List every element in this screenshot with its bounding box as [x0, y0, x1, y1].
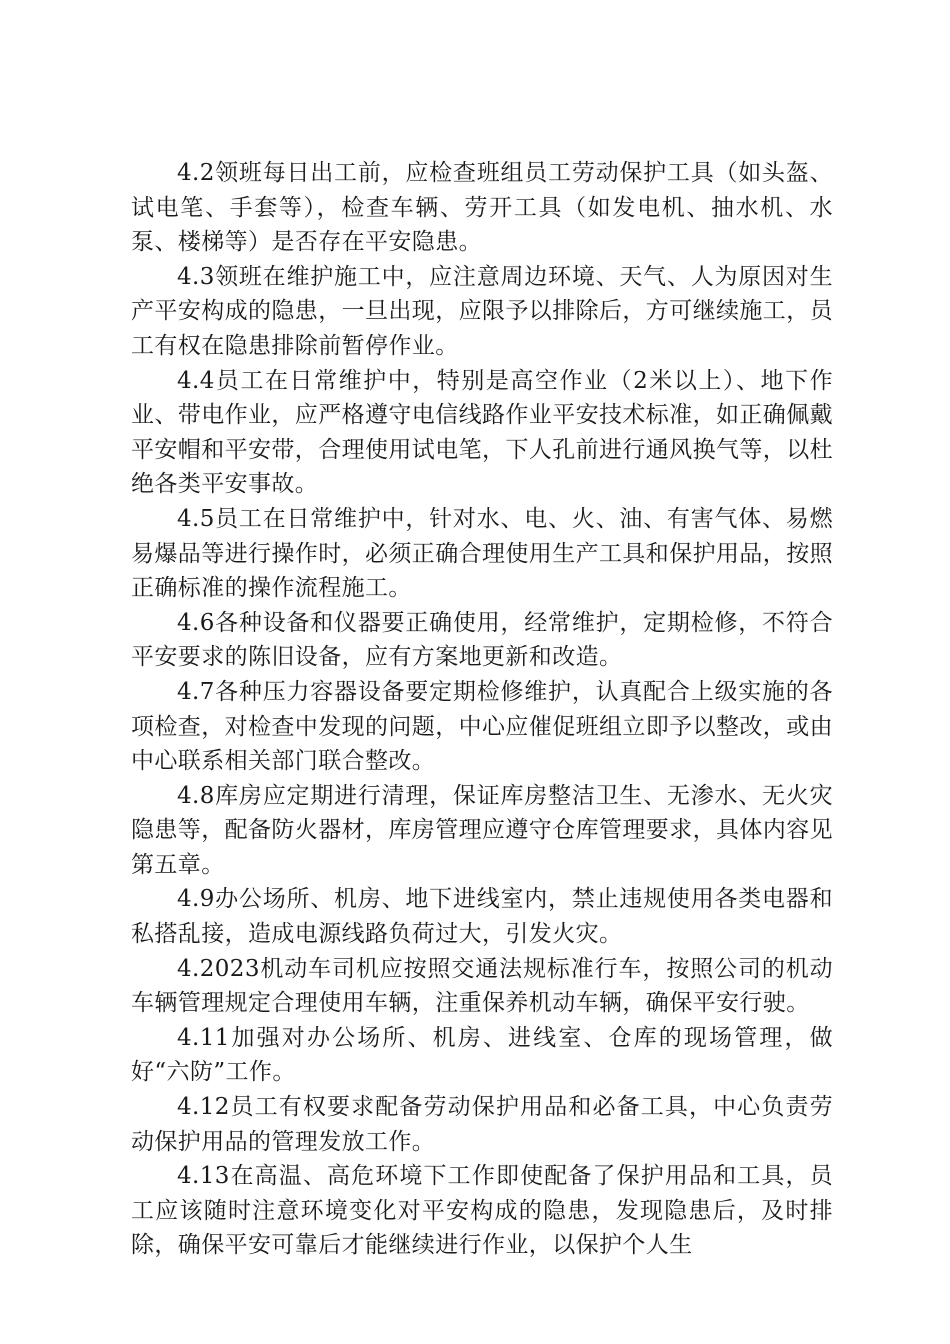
- paragraph-4-4: 4.4员工在日常维护中，特别是高空作业（2米以上）、地下作业、带电作业，应严格遵守电信线路作业平安技术标准，如正确佩戴平安帽和平安带，合理使用试电笔，下人孔前进行通风换气等，以杜绝各类平安事故。: [131, 367, 833, 498]
- paragraph-4-8: 4.8库房应定期进行清理，保证库房整洁卫生、无渗水、无火灾隐患等，配备防火器材，库房管理应遵守仓库管理要求，具体内容见第五章。: [131, 782, 833, 878]
- paragraph-4-2: 4.2领班每日出工前，应检查班组员工劳动保护工具（如头盔、试电笔、手套等），检查车辆、劳开工具（如发电机、抽水机、水泵、楼梯等）是否存在平安隐患。: [131, 160, 833, 256]
- paragraph-4-12: 4.12员工有权要求配备劳动保护用品和必备工具，中心负责劳动保护用品的管理发放工作。: [131, 1094, 833, 1155]
- paragraph-4-6: 4.6各种设备和仪器要正确使用，经常维护，定期检修，不符合平安要求的陈旧设备，应有方案地更新和改造。: [131, 609, 833, 671]
- document-body: [131, 156, 833, 1263]
- paragraph-4-13: 4.13在高温、高危环境下工作即使配备了保护用品和工具，员工应该随时注意环境变化对平安构成的隐患，发现隐患后，及时排除，确保平安可靠后才能继续进行作业，以保护个人生: [131, 1163, 833, 1259]
- paragraph-4-9: 4.9办公场所、机房、地下进线室内，禁止违规使用各类电器和私搭乱接，造成电源线路负荷过大，引发火灾。: [131, 886, 833, 948]
- paragraph-4-3: 4.3领班在维护施工中，应注意周边环境、天气、人为原因对生产平安构成的隐患，一旦出现，应限予以排除后，方可继续施工，员工有权在隐患排除前暂停作业。: [131, 263, 833, 359]
- paragraph-4-5: 4.5员工在日常维护中，针对水、电、火、油、有害气体、易燃易爆品等进行操作时，必须正确合理使用生产工具和保护用品，按照正确标准的操作流程施工。: [131, 505, 833, 602]
- paragraph-4-10: 4.2023机动车司机应按照交通法规标准行车，按照公司的机动车辆管理规定合理使用车辆，注重保养机动车辆，确保平安行驶。: [131, 955, 833, 1017]
- paragraph-4-11: 4.11加强对办公场所、机房、进线室、仓库的现场管理，做好“六防”工作。: [131, 1024, 833, 1086]
- paragraph-4-7: 4.7各种压力容器设备要定期检修维护，认真配合上级实施的各项检查，对检查中发现的问题，中心应催促班组立即予以整改，或由中心联系相关部门联合整改。: [131, 678, 833, 775]
